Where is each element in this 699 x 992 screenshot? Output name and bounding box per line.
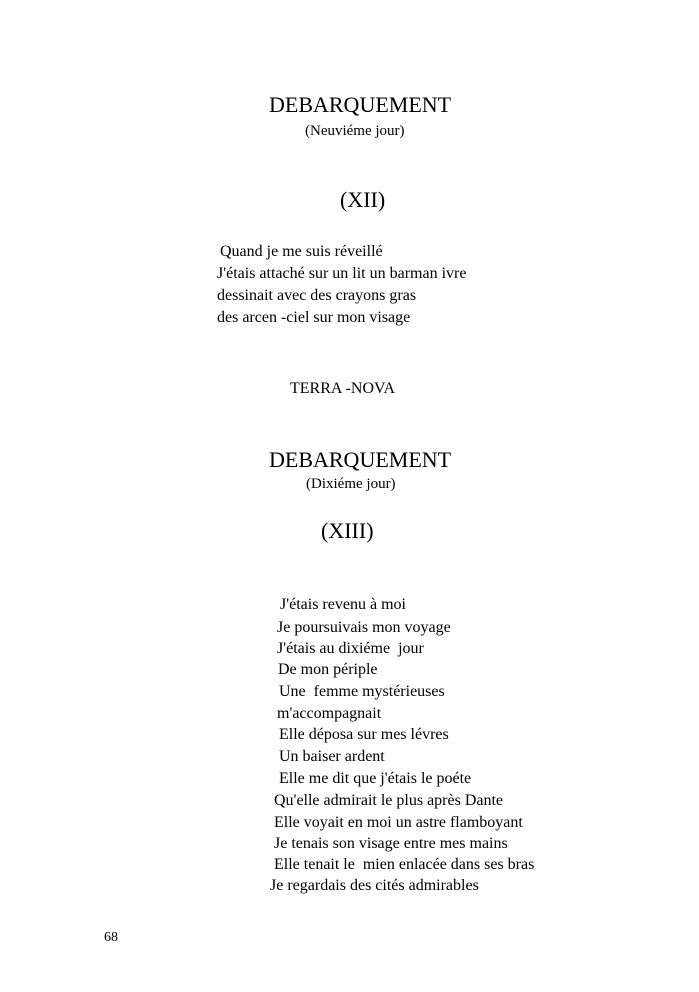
page-number: 68 <box>104 930 118 945</box>
poem-line: m'accompagnait <box>277 705 382 722</box>
section1-title: DEBARQUEMENT <box>269 92 452 117</box>
section2-subtitle: (Dixiéme jour) <box>306 476 396 492</box>
section2-title: DEBARQUEMENT <box>269 447 452 472</box>
poem-line: Qu'elle admirait le plus après Dante <box>274 792 504 809</box>
poem-line: Un baiser ardent <box>279 748 385 765</box>
poem-line: des arcen -ciel sur mon visage <box>217 309 411 326</box>
poem-line: J'étais revenu à moi <box>280 596 406 613</box>
section2-number: (XIII) <box>321 518 374 543</box>
section1-number: (XII) <box>340 187 386 212</box>
poem-line: Une femme mystérieuses <box>279 683 445 700</box>
poem-line: Je tenais son visage entre mes mains <box>274 835 508 852</box>
poem-line: Je poursuivais mon voyage <box>277 619 451 636</box>
poem-line: Elle tenait le mien enlacée dans ses bras <box>274 856 535 873</box>
poem-line: J'étais au dixiéme jour <box>277 640 424 657</box>
poem-line: Elle déposa sur mes lévres <box>279 726 449 743</box>
poem-line: Elle me dit que j'étais le poéte <box>279 770 472 787</box>
poem-line: J'étais attaché sur un lit un barman ivre <box>217 265 467 282</box>
poem-line: Quand je me suis réveillé <box>220 243 383 260</box>
poem-line: Elle voyait en moi un astre flamboyant <box>274 814 523 831</box>
poem-line: Je regardais des cités admirables <box>270 877 479 894</box>
poem-line: De mon périple <box>278 661 378 678</box>
poem-line: dessinait avec des crayons gras <box>217 287 417 304</box>
section1-subtitle: (Neuviéme jour) <box>305 123 405 139</box>
place-heading: TERRA -NOVA <box>290 380 396 397</box>
